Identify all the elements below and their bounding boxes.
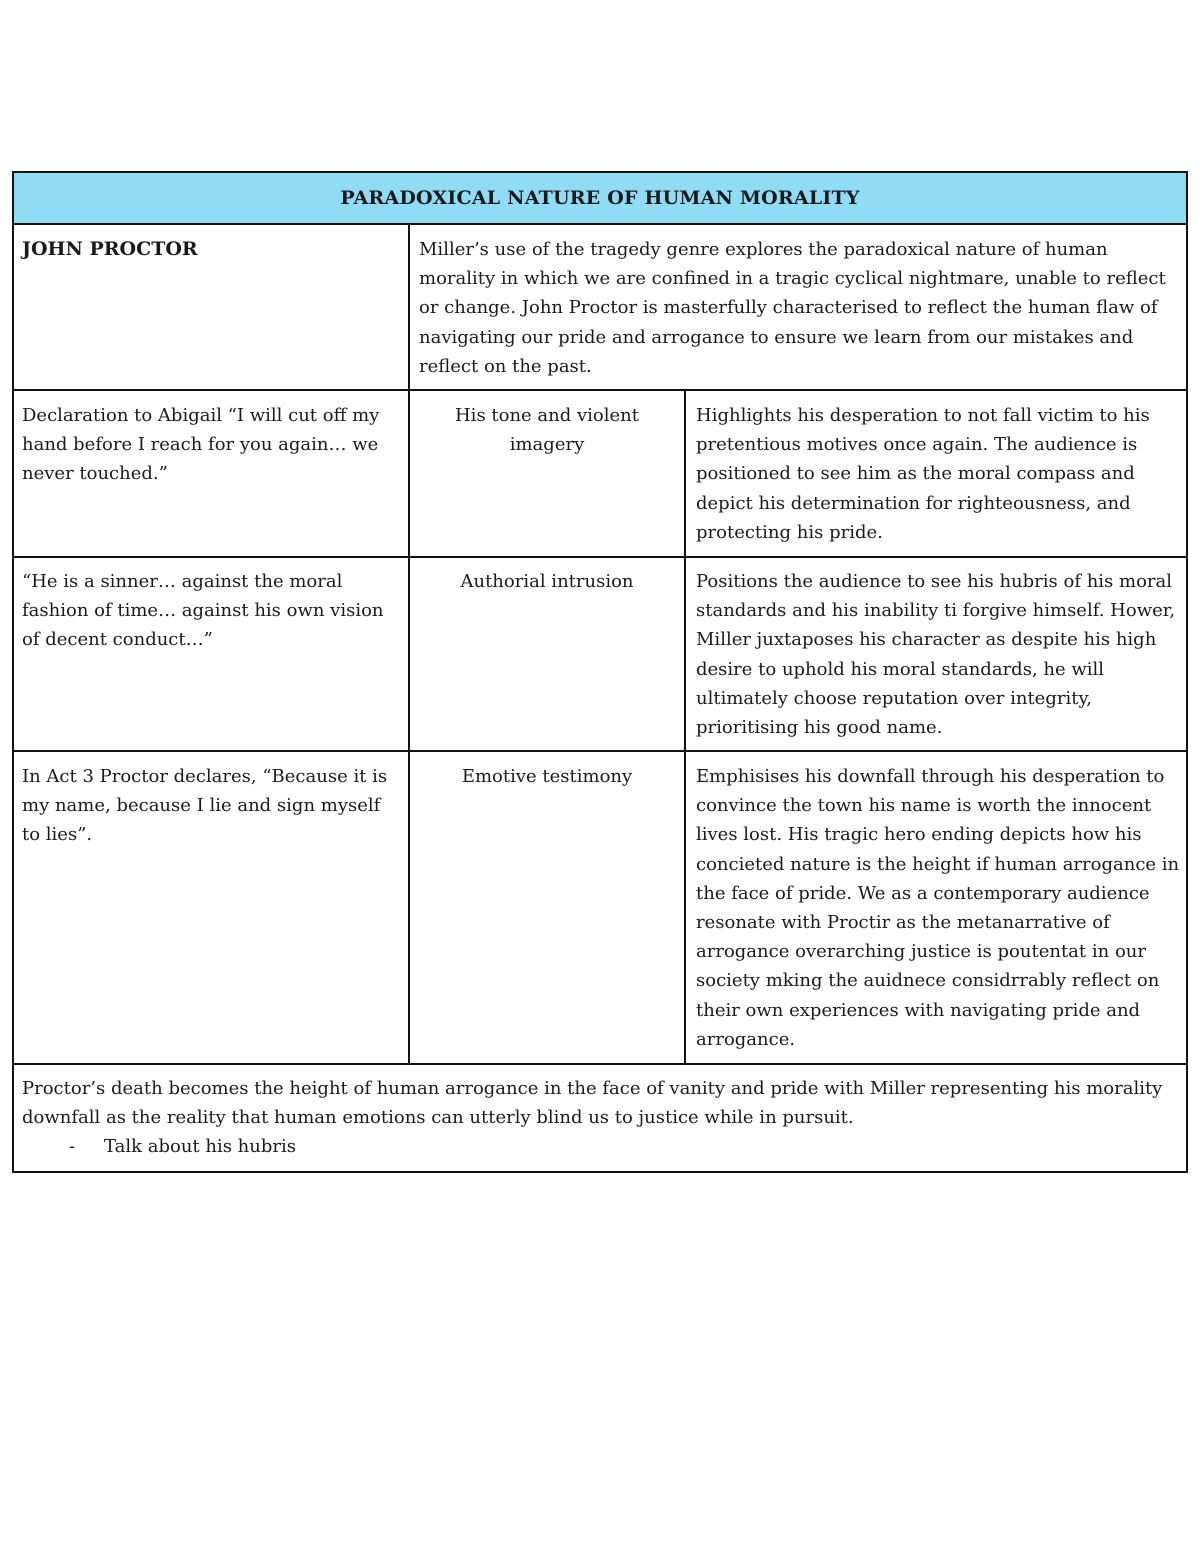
row-divider	[12, 556, 1188, 558]
table-right-border	[1186, 225, 1188, 1173]
list-item: - Talk about his hubris	[22, 1132, 1180, 1161]
column-divider	[684, 389, 686, 1064]
table-left-border	[12, 225, 14, 1173]
row-divider	[12, 750, 1188, 752]
column-divider	[408, 225, 410, 1064]
row-divider	[12, 389, 1188, 391]
conclusion-paragraph: Proctor’s death becomes the height of human arrogance in the face of vanity and pride with Miller representing his morality downfall as the reality that human emotions can utterly blind us to justice while in pursuit.	[22, 1078, 1163, 1129]
table-title: PARADOXICAL NATURE OF HUMAN MORALITY	[340, 187, 860, 209]
table-title-row	[12, 171, 1188, 225]
quote-cell: In Act 3 Proctor declares, “Because it is my name, because I lie and sign myself to lies”.	[22, 766, 388, 846]
analysis-cell: Emphisises his downfall through his desperation to convince the town his name is worth the innocent lives lost. His tragic hero ending depicts how his concieted nature is the height if human arrogance in the face of pride. We as a contemporary audience resonate with Proctir as the metanarrative of arrogance overarching justice is poutentat in our society mking the auidnece considrrably reflect on their own experiences with navigating pride and arrogance.	[696, 766, 1180, 1050]
conclusion-cell	[22, 1074, 1180, 1162]
intro-paragraph: Miller’s use of the tragedy genre explores the paradoxical nature of human morality in which we are confined in a tragic cyclical nightmare, unable to reflect or change. John Proctor is masterfully characterised to reflect the human flaw of navigating our pride and arrogance to ensure we learn from our mistakes and reflect on the past.	[419, 239, 1166, 377]
notes-list	[22, 1132, 1180, 1161]
technique-cell: His tone and violent imagery	[454, 405, 640, 456]
analysis-cell: Highlights his desperation to not fall victim to his pretentious motives once again. The audience is positioned to see him as the moral compass and depict his determination for righteousness, and protecting his pride.	[696, 405, 1150, 543]
analysis-cell: Positions the audience to see his hubris of his moral standards and his inability ti forgive himself. Hower, Miller juxtaposes his character as despite his high desire to uphold his moral standards, he will ultimately choose reputation over integrity, prioritising his good name.	[696, 571, 1176, 739]
table-bottom-border	[12, 1171, 1188, 1173]
character-heading: JOHN PROCTOR	[22, 238, 198, 260]
technique-cell: Authorial intrusion	[460, 571, 634, 592]
quote-cell: Declaration to Abigail “I will cut off my hand before I reach for you again… we never touched.”	[22, 405, 380, 485]
row-divider	[12, 1063, 1188, 1065]
technique-cell: Emotive testimony	[461, 766, 633, 787]
quote-cell: “He is a sinner… against the moral fashion of time… against his own vision of decent conduct…”	[22, 571, 384, 651]
